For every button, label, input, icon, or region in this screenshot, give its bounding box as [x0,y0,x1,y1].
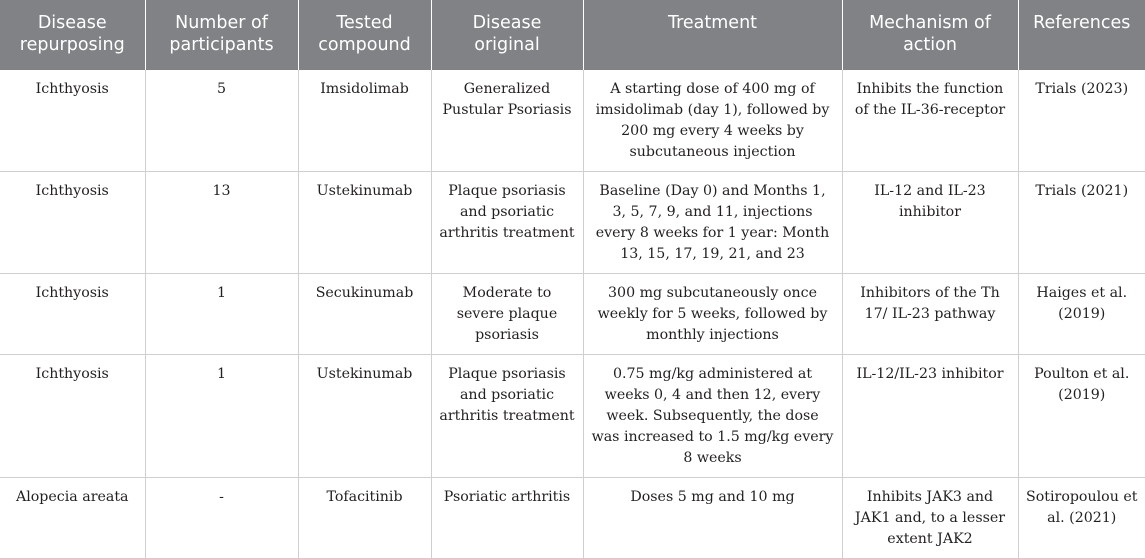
cell-participants: 1 [145,355,298,478]
cell-treatment: A starting dose of 400 mg of imsidolimab (day 1), followed by 200 mg every 4 weeks by subcutaneous injection [583,70,842,172]
header-line: Mechanism of [869,13,991,33]
cell-reference: Sotiropoulou et al. (2021) [1018,478,1145,559]
cell-disease-repurposing: Ichthyosis [0,274,145,355]
cell-mechanism: IL-12/IL-23 inhibitor [842,355,1018,478]
cell-disease-original: Plaque psoriasis and psoriatic arthritis treatment [431,172,583,274]
header-line: participants [169,35,274,55]
cell-compound: Tofacitinib [298,478,431,559]
cell-mechanism: Inhibits JAK3 and JAK1 and, to a lesser extent JAK2 [842,478,1018,559]
cell-mechanism: IL-12 and IL-23 inhibitor [842,172,1018,274]
header-line: Tested [336,13,393,33]
header-line: Disease [37,13,107,33]
cell-disease-original: Plaque psoriasis and psoriatic arthritis treatment [431,355,583,478]
cell-mechanism: Inhibitors of the Th 17/ IL-23 pathway [842,274,1018,355]
table-row [0,172,1145,274]
cell-compound: Ustekinumab [298,172,431,274]
cell-disease-original: Generalized Pustular Psoriasis [431,70,583,172]
col-header-participants [145,0,298,70]
col-header-mechanism [842,0,1018,70]
cell-disease-repurposing: Ichthyosis [0,355,145,478]
cell-compound: Ustekinumab [298,355,431,478]
header-line: Disease [472,13,542,33]
cell-treatment: Baseline (Day 0) and Months 1, 3, 5, 7, 9, and 11, injections every 8 weeks for 1 year: Month 13, 15, 17, 19, 21, and 23 [583,172,842,274]
header-line: action [903,35,957,55]
table-row [0,70,1145,172]
col-header-treatment [583,0,842,70]
table-row [0,274,1145,355]
cell-compound: Imsidolimab [298,70,431,172]
col-header-disease-repurposing [0,0,145,70]
col-header-references [1018,0,1145,70]
cell-reference: Trials (2023) [1018,70,1145,172]
cell-participants: 13 [145,172,298,274]
cell-disease-repurposing: Alopecia areata [0,478,145,559]
cell-mechanism: Inhibits the function of the IL-36-receptor [842,70,1018,172]
header-line: repurposing [19,35,125,55]
table-row [0,355,1145,478]
header-line: References [1033,13,1131,33]
cell-participants: 5 [145,70,298,172]
cell-disease-original: Moderate to severe plaque psoriasis [431,274,583,355]
cell-reference: Trials (2021) [1018,172,1145,274]
header-line: Treatment [667,13,758,33]
col-header-disease-original [431,0,583,70]
header-line: original [474,35,540,55]
header-line: Number of [175,13,268,33]
header-line: compound [318,35,411,55]
col-header-tested-compound [298,0,431,70]
cell-treatment: 300 mg subcutaneously once weekly for 5 weeks, followed by monthly injections [583,274,842,355]
cell-treatment: 0.75 mg/kg administered at weeks 0, 4 and then 12, every week. Subsequently, the dose was increased to 1.5 mg/kg every 8 weeks [583,355,842,478]
cell-treatment: Doses 5 mg and 10 mg [583,478,842,559]
cell-reference: Poulton et al. (2019) [1018,355,1145,478]
cell-disease-repurposing: Ichthyosis [0,70,145,172]
cell-participants: 1 [145,274,298,355]
cell-participants: - [145,478,298,559]
table-row [0,478,1145,559]
cell-compound: Secukinumab [298,274,431,355]
cell-disease-repurposing: Ichthyosis [0,172,145,274]
cell-disease-original: Psoriatic arthritis [431,478,583,559]
cell-reference: Haiges et al. (2019) [1018,274,1145,355]
header-row [0,0,1145,70]
